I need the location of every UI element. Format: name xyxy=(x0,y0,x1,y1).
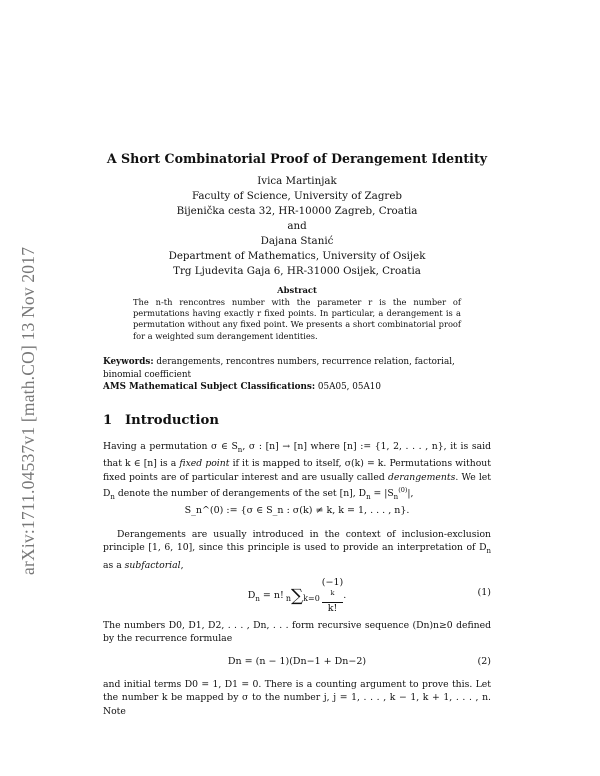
equation-set-text: S_n^(0) := {σ ∈ S_n : σ(k) ≠ k, k = 1, . . . , n}. xyxy=(184,505,410,516)
abstract-heading: Abstract xyxy=(277,285,317,295)
derangements-term: derangements xyxy=(387,471,456,483)
author-name: Dajana Stanić xyxy=(260,235,334,247)
intro-paragraph-2: Derangements are usually introduced in the context of inclusion-exclusion principle [1, 6, 10], since this principle is used to provide an interpretation of $D_n$ as a subfactorial, xyxy=(103,529,491,571)
fixed-point-term: fixed point xyxy=(179,458,230,470)
equation-number: (2) xyxy=(477,656,491,667)
intro-paragraph-1: Having a permutation σ ∈ $S_n$, σ : [n] → [n] where [n] := {1, 2, . . . , n}, it is said that k ∈ [n] is a fixed point if it is mapped to itself, σ(k) = k. Permutations without fixed points are of particular interest and are usually called derangements. We let $D_n$ denote the number of derangements of the set [n], $D_n = |S_n^{(0)}|$, xyxy=(103,441,491,501)
ams-codes: 05A05, 05A10 xyxy=(317,382,381,392)
author-name: Ivica Martinjak xyxy=(257,175,337,187)
affiliation: Faculty of Science, University of Zagreb xyxy=(191,190,403,202)
intro-paragraph-3: The numbers D0, D1, D2, . . . , Dn, . . . form recursive sequence (Dn)n≥0 defined by the recurrence formulae xyxy=(103,620,491,645)
affiliation-address: Bijenička cesta 32, HR-10000 Zagreb, Croatia xyxy=(176,205,418,217)
ams-classification xyxy=(103,382,491,392)
keywords xyxy=(103,356,491,381)
paper-title: A Short Combinatorial Proof of Derangement Identity xyxy=(106,151,488,166)
arxiv-stamp: arXiv:1711.04537v1 [math.CO] 13 Nov 2017 xyxy=(18,246,38,575)
keywords-label: Keywords: xyxy=(103,357,154,367)
section-title: Introduction xyxy=(125,413,219,428)
equation-2-text: Dn = (n − 1)(Dn−1 + Dn−2) xyxy=(227,656,367,667)
affiliation-address: Trg Ljudevita Gaja 6, HR-31000 Osijek, Croatia xyxy=(173,265,421,277)
fraction: (−1) $^k$ k! xyxy=(321,577,344,615)
section-heading xyxy=(103,413,219,428)
sum-symbol: n∑k=0 xyxy=(285,585,320,606)
equation-number: (1) xyxy=(477,587,491,598)
ams-label: AMS Mathematical Subject Classifications: xyxy=(103,382,316,392)
section-number: 1 xyxy=(103,413,113,428)
abstract-text: The n-th rencontres number with the parameter r is the number of permutations having exactly r fixed points. In particular, a derangement is a permutation without any fixed point. We presents a short combinatorial proof for a weighted sum derangement identities. xyxy=(133,297,461,341)
affiliation: Department of Mathematics, University of Osijek xyxy=(168,250,426,262)
author-separator: and xyxy=(287,220,307,232)
subfactorial-term: subfactorial xyxy=(124,559,181,571)
keywords-text: derangements, rencontres numbers, recurrence relation, factorial, binomial coefficient xyxy=(103,357,455,380)
equation-1: $D_n = n$! n∑k=0 (−1) $^k$ k! . (1) xyxy=(247,577,491,615)
intro-paragraph-4: and initial terms D0 = 1, D1 = 0. There is a counting argument to prove this. Let the number k be mapped by σ to the number j, j = 1, . . . , k − 1, k + 1, . . . , n. Note xyxy=(103,679,491,717)
